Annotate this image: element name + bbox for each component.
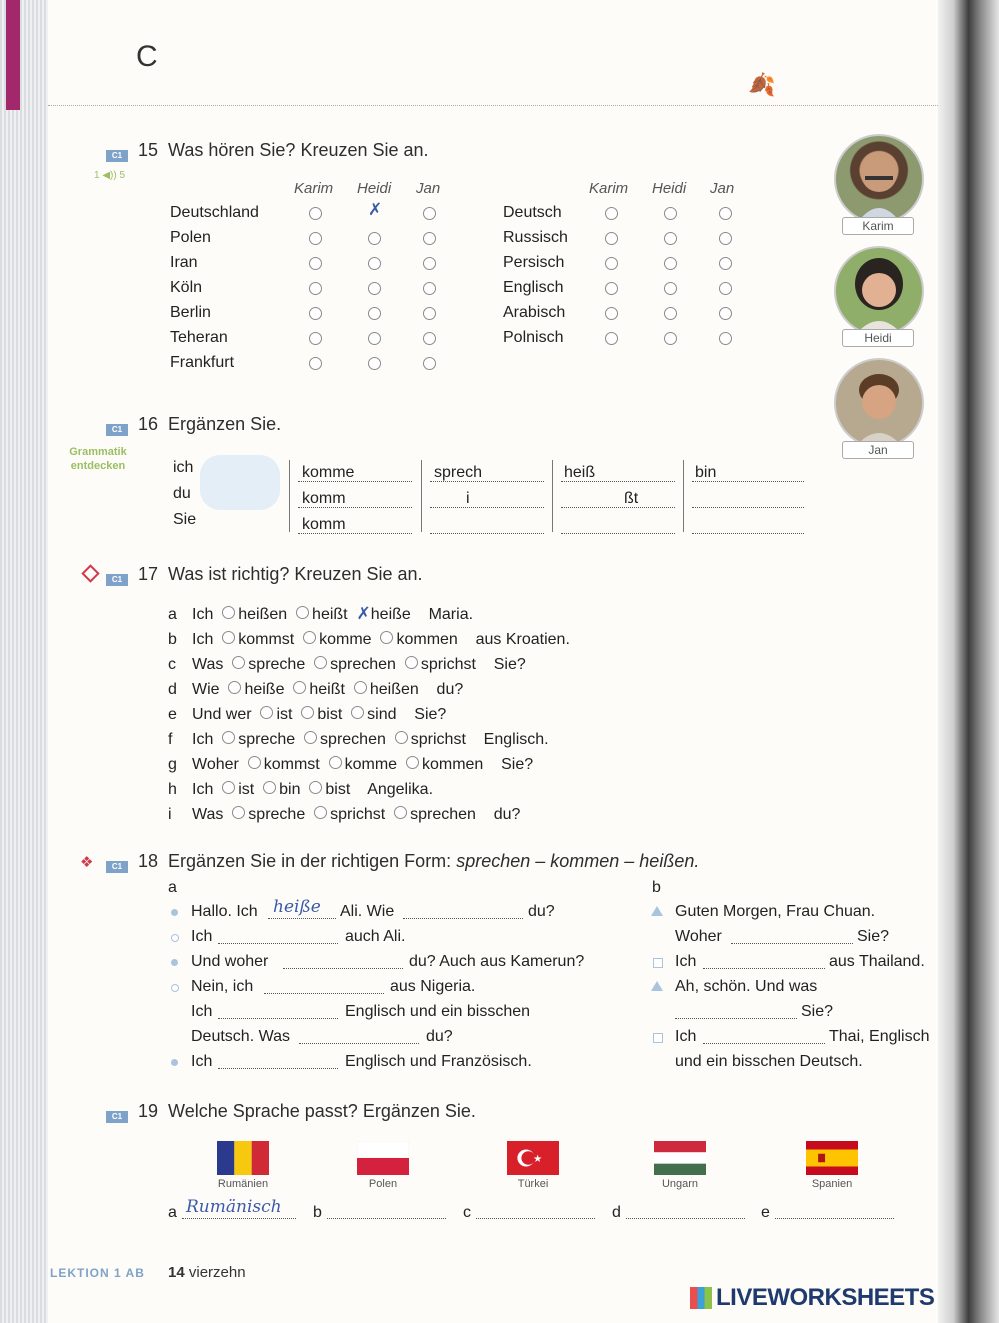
ex15-choice-arabisch-jan[interactable]	[719, 307, 732, 320]
ex17-d-option-2-label: heißt	[309, 681, 345, 698]
ex17-item-letter: c	[168, 656, 176, 673]
ex18-a-l1-answer: heiße	[273, 897, 321, 917]
ex17-item-end: du?	[436, 681, 464, 698]
ex16-blank-sie-sein[interactable]	[692, 533, 804, 534]
ex15-number: 15	[138, 140, 159, 160]
ex17-item-start: Ich	[192, 781, 214, 798]
ex17-title-text: Was ist richtig? Kreuzen Sie an.	[168, 564, 423, 584]
ex15-choice-russisch-jan[interactable]	[719, 232, 732, 245]
section-letter: C	[136, 40, 158, 73]
ex17-b-option-3-label: kommen	[396, 631, 458, 648]
ex18-a-l6-part2: du?	[426, 1028, 453, 1045]
ex18-a-l5-blank[interactable]	[218, 1018, 338, 1019]
face-jan-icon	[836, 360, 922, 446]
lesson-color-tab	[6, 0, 20, 110]
ex17-f-option-3-label: sprichst	[410, 731, 466, 748]
ex16-cell-du-sprechen: i	[466, 490, 470, 507]
ex16-cell-ich-sprechen: sprech	[434, 464, 483, 481]
ex16-pronoun-du: du	[173, 485, 191, 502]
liveworksheets-watermark[interactable]	[690, 1284, 938, 1312]
ex17-d-option-3-label: heißen	[369, 681, 419, 698]
ex17-g-option-1[interactable]	[248, 756, 261, 769]
face-karim-icon	[836, 136, 922, 222]
ex16-pronoun-sie: Sie	[173, 511, 197, 528]
ex17-f-option-2[interactable]	[304, 731, 317, 744]
ex18-b-speaker2-square-icon	[653, 1033, 663, 1043]
ex15-choice-koeln-heidi[interactable]	[368, 282, 381, 295]
ex17-list	[168, 602, 570, 827]
ex18-col-a-label: a	[168, 879, 177, 896]
ex17-item-start: Was	[192, 656, 224, 673]
ex17-number: 17	[138, 564, 159, 584]
ex19-letter-e: e	[761, 1204, 770, 1221]
ex15-choice-polnisch-heidi[interactable]	[664, 332, 677, 345]
ex17-c-option-1[interactable]	[232, 656, 245, 669]
photo-jan	[834, 358, 924, 448]
ex17-item-start: Woher	[192, 756, 239, 773]
ex19-answer-a: Rumänisch	[186, 1197, 282, 1217]
ex18-b-l3-part2: aus Thailand.	[829, 953, 925, 970]
ex15-row-berlin: Berlin	[170, 304, 211, 321]
ex18-a-l1-part2: Ali. Wie	[340, 903, 395, 920]
ex18-title-verbs: sprechen – kommen – heißen.	[456, 851, 700, 871]
ex15-choice-polnisch-karim[interactable]	[605, 332, 618, 345]
ex17-c-option-2[interactable]	[314, 656, 327, 669]
ex17-h-option-3[interactable]	[309, 781, 322, 794]
ex15-row-koeln: Köln	[170, 279, 203, 296]
ex17-i-option-3-label: sprechen	[410, 806, 476, 823]
ex17-item-end: Sie?	[501, 756, 534, 773]
ex15-row-deutsch: Deutsch	[503, 204, 562, 221]
ex19-letter-b: b	[313, 1204, 322, 1221]
ex17-item-end: Angelika.	[367, 781, 434, 798]
ex17-item-f	[168, 727, 570, 752]
ex16-pronoun-ich: ich	[173, 459, 194, 476]
ex17-item-c	[168, 652, 570, 677]
nametag-heidi: Heidi	[842, 329, 914, 347]
ex18-badge: C1	[106, 856, 128, 874]
footer-page-number: 14	[168, 1264, 185, 1281]
ex16-blank-sie-heissen[interactable]	[561, 533, 675, 534]
ex16-blank-du-sprechen[interactable]	[430, 507, 544, 508]
ex16-blank-du-heissen[interactable]	[561, 507, 675, 508]
ex18-b-l3-blank[interactable]	[703, 968, 825, 969]
flag-label-turkey: Türkei	[517, 1178, 549, 1190]
ex17-item-d	[168, 677, 570, 702]
ex17-i-option-1[interactable]	[232, 806, 245, 819]
ex15-header-jan-right: Jan	[710, 180, 735, 197]
ex16-cell-du-heissen: ßt	[624, 490, 639, 507]
ex15-choice-frankfurt-karim[interactable]	[309, 357, 322, 370]
ex17-item-b	[168, 627, 570, 652]
ex17-c-option-3-label: sprichst	[420, 656, 476, 673]
ex17-c-option-3[interactable]	[405, 656, 418, 669]
ex18-b-l2-part1: Woher	[675, 928, 722, 945]
ex17-g-option-1-label: kommst	[263, 756, 320, 773]
ex16-col-sep-4	[683, 460, 684, 532]
page-gutter-shadow	[938, 0, 999, 1323]
ex17-i-option-2-label: sprichst	[330, 806, 386, 823]
ex19-blank-c[interactable]	[476, 1218, 595, 1219]
ex17-i-option-2[interactable]	[314, 806, 327, 819]
ex17-badge: C1	[106, 569, 128, 587]
ex15-row-iran: Iran	[170, 254, 198, 271]
ex17-g-option-3[interactable]	[406, 756, 419, 769]
ex17-item-letter: d	[168, 681, 177, 698]
ex17-item-end: Sie?	[493, 656, 526, 673]
ex17-item-g	[168, 752, 570, 777]
ex15-row-teheran: Teheran	[170, 329, 228, 346]
ex17-difficulty-diamond-icon	[81, 564, 99, 582]
ex17-item-letter: g	[168, 756, 177, 773]
footer-lesson: LEKTION 1 AB	[50, 1266, 145, 1280]
ex15-choice-berlin-heidi[interactable]	[368, 307, 381, 320]
ex17-h-option-1-label: ist	[238, 781, 255, 798]
ex18-a-l7-blank[interactable]	[218, 1068, 338, 1069]
ex16-grammar-label-2: entdecken	[70, 460, 126, 472]
ex17-item-start: Ich	[192, 731, 214, 748]
ex17-c-option-2-label: sprechen	[330, 656, 396, 673]
ex17-item-end: du?	[493, 806, 521, 823]
ex17-d-option-2[interactable]	[293, 681, 306, 694]
ex15-choice-berlin-jan[interactable]	[423, 307, 436, 320]
ex15-badge: C1	[106, 145, 128, 163]
ex15-choice-teheran-heidi[interactable]	[368, 332, 381, 345]
footer-page	[168, 1264, 246, 1281]
ex18-title-plain: Ergänzen Sie in der richtigen Form:	[168, 851, 452, 871]
ex17-h-option-2-label: bin	[279, 781, 301, 798]
ex17-a-option-1-label: heißen	[238, 606, 288, 623]
liveworksheets-wordmark: LIVEWORKSHEETS	[716, 1284, 935, 1311]
ex19-blank-e[interactable]	[775, 1218, 894, 1219]
flag-romania-icon	[217, 1141, 269, 1175]
ex18-a-l7-part1: Ich	[191, 1053, 213, 1070]
ex17-h-option-2[interactable]	[263, 781, 276, 794]
ex17-item-letter: e	[168, 706, 177, 723]
ex18-a-l7-part2: Englisch und Französisch.	[345, 1053, 532, 1070]
nametag-jan: Jan	[842, 441, 914, 459]
photo-karim	[834, 134, 924, 224]
ex17-item-start: Wie	[192, 681, 220, 698]
ex17-f-option-1-label: spreche	[238, 731, 296, 748]
ex17-g-option-2-label: komme	[344, 756, 398, 773]
ex16-cell-ich-heissen: heiß	[564, 464, 596, 481]
ex17-g-option-2[interactable]	[329, 756, 342, 769]
svg-text:★: ★	[533, 1153, 543, 1166]
ex18-b-speaker1-triangle-icon	[651, 906, 663, 916]
ex15-choice-deutsch-jan[interactable]	[719, 207, 732, 220]
ex18-b-l2-part2: Sie?	[857, 928, 890, 945]
ex17-item-e	[168, 702, 570, 727]
ex15-title-text: Was hören Sie? Kreuzen Sie an.	[168, 140, 429, 160]
ex17-h-option-3-label: bist	[325, 781, 351, 798]
ex15-row-persisch: Persisch	[503, 254, 565, 271]
ex17-h-option-1[interactable]	[222, 781, 235, 794]
ex15-row-englisch: Englisch	[503, 279, 564, 296]
ex15-choice-iran-heidi[interactable]	[368, 257, 381, 270]
ex17-item-i	[168, 802, 570, 827]
ex18-a-l2-blank[interactable]	[218, 943, 338, 944]
ex16-title	[138, 414, 281, 435]
ex15-choice-deutschland-jan[interactable]	[423, 207, 436, 220]
ex17-item-letter: f	[168, 731, 173, 748]
header-divider	[48, 105, 938, 106]
ex16-grammar-blob	[200, 455, 280, 510]
ex16-col-sep-3	[552, 460, 553, 532]
ex15-choice-deutsch-heidi[interactable]	[664, 207, 677, 220]
ex17-b-option-3[interactable]	[380, 631, 393, 644]
ex15-choice-persisch-karim[interactable]	[605, 257, 618, 270]
flag-turkey-icon	[507, 1141, 559, 1175]
ex18-a-speaker1-bullet	[171, 1059, 178, 1066]
ex18-b-l6-part1: Ich	[675, 1028, 697, 1045]
ex18-b-l6-blank[interactable]	[703, 1043, 825, 1044]
ex18-b-speaker2-square-icon	[653, 958, 663, 968]
ex17-e-option-2-label: bist	[317, 706, 343, 723]
ex17-e-option-2[interactable]	[301, 706, 314, 719]
ex18-a-l4-blank[interactable]	[264, 993, 384, 994]
ex15-title	[138, 140, 429, 161]
ex16-cell-du-kommen: komm	[302, 490, 346, 507]
ex17-f-option-3[interactable]	[395, 731, 408, 744]
flag-label-hungary: Ungarn	[661, 1178, 699, 1190]
ex18-number: 18	[138, 851, 159, 871]
flag-label-romania: Rumänien	[217, 1178, 269, 1190]
ex18-a-l3-blank[interactable]	[283, 968, 403, 969]
ex15-choice-englisch-karim[interactable]	[605, 282, 618, 295]
ex15-choice-polen-karim[interactable]	[309, 232, 322, 245]
ex16-grammar-label-1: Grammatik	[69, 446, 127, 458]
ex16-title-text: Ergänzen Sie.	[168, 414, 282, 434]
ex16-cell-ich-sein: bin	[695, 464, 717, 481]
ex15-choice-englisch-jan[interactable]	[719, 282, 732, 295]
ex17-item-start: Ich	[192, 631, 214, 648]
flag-hungary-icon	[654, 1141, 706, 1175]
ex15-choice-russisch-heidi[interactable]	[664, 232, 677, 245]
ex15-header-heidi-right: Heidi	[652, 180, 687, 197]
ex16-col-sep-2	[421, 460, 422, 532]
ex17-item-letter: a	[168, 606, 177, 623]
ex18-a-speaker2-bullet	[171, 934, 179, 942]
ex18-a-l6-part1: Deutsch. Was	[191, 1028, 290, 1045]
ex15-choice-frankfurt-jan[interactable]	[423, 357, 436, 370]
ex16-badge: C1	[106, 419, 128, 437]
ex18-b-l3-part1: Ich	[675, 953, 697, 970]
ex15-choice-teheran-karim[interactable]	[309, 332, 322, 345]
ex15-choice-polnisch-jan[interactable]	[719, 332, 732, 345]
ex17-i-option-1-label: spreche	[248, 806, 306, 823]
ex18-a-l1-blank[interactable]	[268, 918, 336, 919]
ex18-a-l1-part3: du?	[528, 903, 555, 920]
ex17-b-option-1[interactable]	[222, 631, 235, 644]
ex17-e-option-3-label: sind	[367, 706, 397, 723]
ex15-choice-koeln-jan[interactable]	[423, 282, 436, 295]
ex17-item-letter: h	[168, 781, 177, 798]
ex15-choice-arabisch-heidi[interactable]	[664, 307, 677, 320]
ex18-a-l1-part1: Hallo. Ich	[191, 903, 258, 920]
ex18-a-l2-part2: auch Ali.	[345, 928, 406, 945]
ex15-choice-koeln-karim[interactable]	[309, 282, 322, 295]
ex17-item-letter: b	[168, 631, 177, 648]
ex15-choice-iran-karim[interactable]	[309, 257, 322, 270]
ex15-header-karim-right: Karim	[589, 180, 629, 197]
ex18-b-l7: und ein bisschen Deutsch.	[675, 1053, 863, 1070]
ex18-a-l5-part1: Ich	[191, 1003, 213, 1020]
ex15-choice-polen-heidi[interactable]	[368, 232, 381, 245]
ex19-letter-c: c	[463, 1204, 471, 1221]
ex17-a-option-3[interactable]: ✗	[356, 604, 371, 624]
ex15-row-polen: Polen	[170, 229, 211, 246]
ex15-choice-persisch-heidi[interactable]	[664, 257, 677, 270]
ex18-a-l4-part2: aus Nigeria.	[390, 978, 476, 995]
ex18-b-l2-blank[interactable]	[731, 943, 853, 944]
flag-poland-icon	[357, 1141, 409, 1175]
ex18-a-l2-part1: Ich	[191, 928, 213, 945]
ex17-e-option-3[interactable]	[351, 706, 364, 719]
ex18-b-l5-blank[interactable]	[675, 1018, 797, 1019]
bookmark-leaf-icon: 🍂	[748, 72, 776, 97]
nametag-karim: Karim	[842, 217, 914, 235]
ex15-row-frankfurt: Frankfurt	[170, 354, 235, 371]
ex16-cell-ich-kommen: komme	[302, 464, 355, 481]
ex18-col-b-label: b	[652, 879, 661, 896]
ex17-f-option-2-label: sprechen	[320, 731, 386, 748]
ex15-choice-deutschland-heidi[interactable]: ✗	[368, 200, 383, 220]
ex17-item-end: Maria.	[428, 606, 474, 623]
ex19-letter-a: a	[168, 1204, 177, 1221]
ex18-a-l3-part2: du? Auch aus Kamerun?	[409, 953, 585, 970]
ex17-d-option-1-label: heiße	[244, 681, 285, 698]
ex18-a-l6-blank[interactable]	[299, 1043, 419, 1044]
ex17-item-end: Sie?	[414, 706, 447, 723]
ex17-a-option-2[interactable]	[296, 606, 309, 619]
ex17-g-option-3-label: kommen	[421, 756, 484, 773]
ex18-b-speaker1-triangle-icon	[651, 981, 663, 991]
ex18-a-speaker1-bullet	[171, 909, 178, 916]
ex18-b-l4: Ah, schön. Und was	[675, 978, 818, 995]
ex18-a-l4-part1: Nein, ich	[191, 978, 254, 995]
ex19-title	[138, 1101, 476, 1122]
ex15-choice-polen-jan[interactable]	[423, 232, 436, 245]
photo-heidi	[834, 246, 924, 336]
ex17-item-end: aus Kroatien.	[475, 631, 570, 648]
ex17-c-option-1-label: spreche	[248, 656, 306, 673]
ex17-item-h	[168, 777, 570, 802]
ex15-header-jan-left: Jan	[416, 180, 441, 197]
ex17-item-a	[168, 602, 570, 627]
ex16-col-sep-1	[289, 460, 290, 532]
ex18-a-speaker2-bullet	[171, 984, 179, 992]
ex15-choice-russisch-karim[interactable]	[605, 232, 618, 245]
ex15-choice-arabisch-karim[interactable]	[605, 307, 618, 320]
ex18-b-l1: Guten Morgen, Frau Chuan.	[675, 903, 876, 920]
ex15-choice-teheran-jan[interactable]	[423, 332, 436, 345]
ex15-audio-track: 1 ◀)) 5	[94, 170, 126, 181]
ex17-item-letter: i	[168, 806, 172, 823]
ex15-row-russisch: Russisch	[503, 229, 568, 246]
ex19-blank-b[interactable]	[327, 1218, 446, 1219]
ex17-title	[138, 564, 423, 585]
ex17-item-end: Englisch.	[483, 731, 549, 748]
ex17-e-option-1-label: ist	[276, 706, 293, 723]
ex15-row-arabisch: Arabisch	[503, 304, 566, 321]
ex16-number: 16	[138, 414, 159, 434]
ex17-b-option-1-label: kommst	[238, 631, 295, 648]
ex17-b-option-2[interactable]	[303, 631, 316, 644]
ex19-number: 19	[138, 1101, 159, 1121]
ex19-badge: C1	[106, 1106, 128, 1124]
ex16-blank-sie-sprechen[interactable]	[430, 533, 544, 534]
ex17-item-start: Was	[192, 806, 224, 823]
ex17-item-start: Ich	[192, 606, 214, 623]
liveworksheets-logo-icon	[690, 1287, 712, 1309]
ex16-grammar-label	[62, 445, 134, 473]
ex18-a-l1-blank2[interactable]	[403, 918, 523, 919]
face-heidi-icon	[836, 248, 922, 334]
ex19-title-text: Welche Sprache passt? Ergänzen Sie.	[168, 1101, 476, 1121]
ex16-cell-sie-kommen: komm	[302, 516, 346, 533]
ex17-i-option-3[interactable]	[394, 806, 407, 819]
ex17-a-option-1[interactable]	[222, 606, 235, 619]
ex15-header-heidi-left: Heidi	[357, 180, 392, 197]
ex19-letter-d: d	[612, 1204, 621, 1221]
ex16-blank-du-sein[interactable]	[692, 507, 804, 508]
ex18-a-l5-part2: Englisch und ein bisschen	[345, 1003, 531, 1020]
ex17-b-option-2-label: komme	[319, 631, 372, 648]
ex17-a-option-3-label: heiße	[370, 606, 411, 623]
ex17-d-option-1[interactable]	[228, 681, 241, 694]
book-spine-edge	[0, 0, 48, 1323]
flag-label-spain: Spanien	[811, 1178, 853, 1190]
ex15-row-deutschland: Deutschland	[170, 204, 259, 221]
ex18-b-l6-part2: Thai, Englisch	[829, 1028, 930, 1045]
ex17-d-option-3[interactable]	[354, 681, 367, 694]
ex15-choice-iran-jan[interactable]	[423, 257, 436, 270]
ex15-choice-persisch-jan[interactable]	[719, 257, 732, 270]
ex19-blank-d[interactable]	[626, 1218, 745, 1219]
ex17-f-option-1[interactable]	[222, 731, 235, 744]
footer-page-word: vierzehn	[188, 1264, 246, 1281]
ex15-choice-deutsch-karim[interactable]	[605, 207, 618, 220]
flag-label-poland: Polen	[368, 1178, 398, 1190]
ex19-blank-a[interactable]	[182, 1218, 296, 1219]
ex18-difficulty-diamond-icon: ❖	[80, 854, 94, 871]
ex18-title	[138, 851, 699, 872]
ex17-a-option-2-label: heißt	[312, 606, 348, 623]
ex18-a-l3-part1: Und woher	[191, 953, 269, 970]
ex15-row-polnisch: Polnisch	[503, 329, 564, 346]
ex18-a-speaker1-bullet	[171, 959, 178, 966]
ex15-choice-frankfurt-heidi[interactable]	[368, 357, 381, 370]
ex15-choice-berlin-karim[interactable]	[309, 307, 322, 320]
ex15-header-karim-left: Karim	[294, 180, 334, 197]
ex15-choice-deutschland-karim[interactable]	[309, 207, 322, 220]
ex17-item-start: Und wer	[192, 706, 252, 723]
ex15-choice-englisch-heidi[interactable]	[664, 282, 677, 295]
flag-spain-icon	[806, 1141, 858, 1175]
ex17-e-option-1[interactable]	[260, 706, 273, 719]
ex18-b-l5: Sie?	[801, 1003, 834, 1020]
